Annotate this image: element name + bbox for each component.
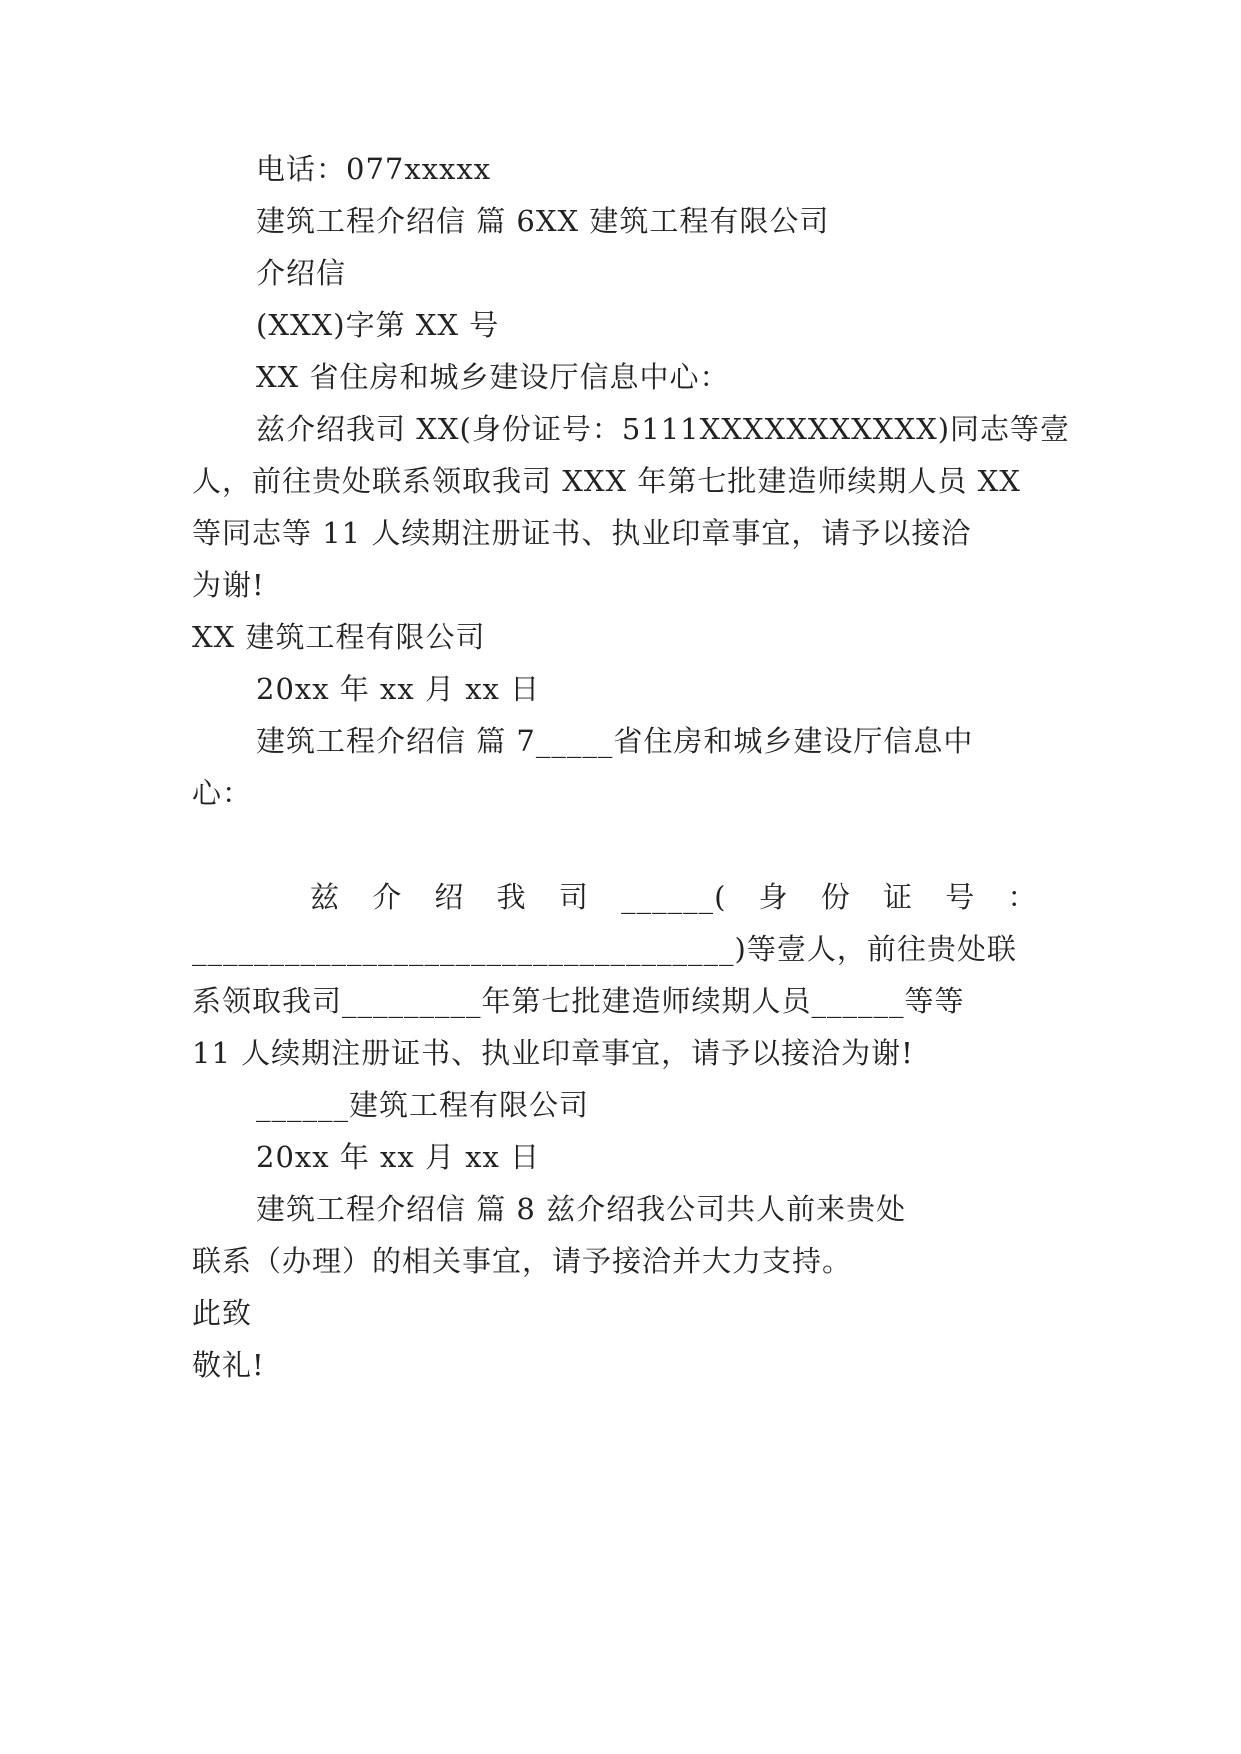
section-7-heading: 建筑工程介绍信 篇 7_____省住房和城乡建设厅信息中 [256,724,974,758]
section-7-body-line-1: 兹 介 绍 我 司 ______( 身 份 证 号 ： [310,880,1038,914]
closing-salutation-1: 此致 [192,1296,253,1330]
company-signature: XX 建筑工程有限公司 [192,620,486,654]
section-8-heading: 建筑工程介绍信 篇 8 兹介绍我公司共人前来贵处 [256,1192,907,1226]
date-line: 20xx 年 xx 月 xx 日 [256,672,541,706]
section-7-body-line-2: ___________________________________)等壹人，前往贵处联 [192,932,1017,966]
section-8-body: 联系（办理）的相关事宜，请予接洽并大力支持。 [192,1244,853,1278]
letter-title: 介绍信 [256,256,347,290]
body-line-3: 等同志等 11 人续期注册证书、执业印章事宜，请予以接洽 [192,516,972,550]
section-7-body-line-3: 系领取我司_________年第七批建造师续期人员______等等 [192,984,965,1018]
section-6-heading: 建筑工程介绍信 篇 6XX 建筑工程有限公司 [256,204,830,238]
body-line-4: 为谢! [192,568,265,602]
letter-number: (XXX)字第 XX 号 [256,308,500,342]
closing-salutation-2: 敬礼! [192,1348,265,1382]
section-7-heading-cont: 心： [192,776,253,810]
section-7-date: 20xx 年 xx 月 xx 日 [256,1140,541,1174]
recipient-line: XX 省住房和城乡建设厅信息中心： [256,360,730,394]
section-7-company: ______建筑工程有限公司 [256,1088,590,1122]
section-7-body-line-4: 11 人续期注册证书、执业印章事宜，请予以接洽为谢! [192,1036,914,1070]
body-line-1: 兹介绍我司 XX(身份证号：5111XXXXXXXXXXX)同志等壹 [256,412,1071,446]
phone-line: 电话：077xxxxx [256,152,492,186]
body-line-2: 人，前往贵处联系领取我司 XXX 年第七批建造师续期人员 XX [192,464,1021,498]
